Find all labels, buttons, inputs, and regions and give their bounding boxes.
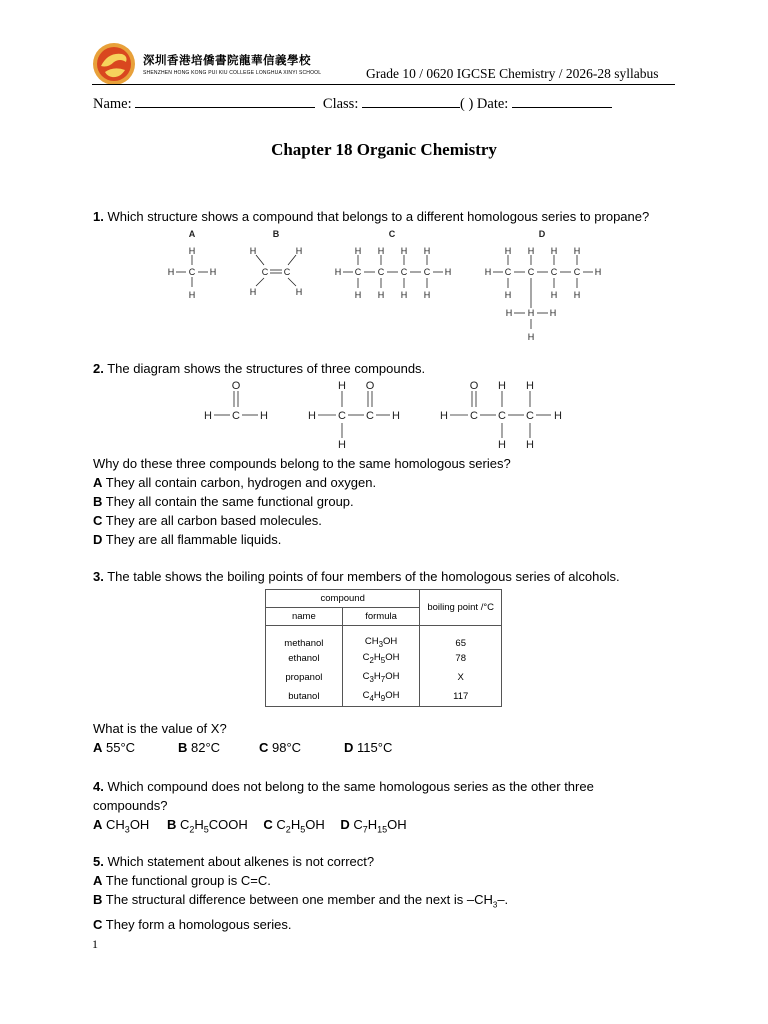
- option-letter: D: [344, 740, 354, 755]
- table-group-header: compound: [266, 590, 420, 608]
- svg-text:H: H: [167, 267, 175, 277]
- svg-text:H: H: [505, 308, 513, 318]
- svg-text:H: H: [527, 332, 535, 342]
- class-field[interactable]: [362, 95, 460, 108]
- structure-label-a: A: [188, 229, 196, 239]
- svg-text:H: H: [260, 410, 268, 422]
- svg-text:O: O: [231, 380, 241, 392]
- svg-text:H: H: [498, 380, 506, 392]
- option-c[interactable]: C They form a homologous series.: [93, 916, 292, 932]
- question-text: Which compound does not belong to the same homologous series as the other three: [107, 779, 594, 794]
- svg-text:C: C: [400, 267, 408, 277]
- option-a[interactable]: A The functional group is C=C.: [93, 873, 271, 888]
- option-b[interactable]: B The structural difference between one member and the next is $-CH_3-$.: [93, 892, 509, 910]
- svg-text:C: C: [504, 267, 512, 277]
- option-b[interactable]: [93, 492, 511, 511]
- svg-text:H: H: [527, 246, 535, 256]
- svg-text:H: H: [484, 267, 492, 277]
- svg-text:H: H: [188, 290, 196, 300]
- question-number: 1.: [93, 209, 104, 224]
- boiling-point: 78: [420, 649, 502, 668]
- svg-text:H: H: [444, 267, 452, 277]
- svg-text:C: C: [188, 267, 196, 277]
- q2-structures: [195, 376, 575, 452]
- svg-text:H: H: [594, 267, 602, 277]
- option-a[interactable]: [93, 738, 178, 757]
- question-number: 3.: [93, 569, 104, 584]
- table-row: [266, 649, 502, 668]
- svg-text:O: O: [469, 380, 479, 392]
- svg-text:C: C: [377, 267, 385, 277]
- option-letter: C: [93, 513, 103, 528]
- option-c[interactable]: [93, 511, 511, 530]
- svg-text:C: C: [573, 267, 581, 277]
- compound-name: methanol: [266, 626, 343, 649]
- question-2-body: [93, 454, 511, 549]
- svg-text:C: C: [354, 267, 362, 277]
- svg-text:H: H: [400, 290, 408, 300]
- school-name-cn: 深圳香港培僑書院龍華信義學校: [143, 53, 311, 67]
- page-number: 1: [92, 937, 98, 951]
- table-header-bp: boiling point /°C: [420, 590, 502, 626]
- svg-text:H: H: [209, 267, 217, 277]
- boiling-point-table: [265, 589, 502, 707]
- svg-text:H: H: [249, 287, 257, 297]
- svg-text:H: H: [550, 290, 558, 300]
- option-text: 115°C: [357, 740, 393, 755]
- svg-text:H: H: [308, 410, 316, 422]
- option-d[interactable]: [93, 530, 511, 549]
- option-text: They are all flammable liquids.: [105, 532, 282, 547]
- option-letter: C: [259, 740, 269, 755]
- svg-text:C: C: [526, 410, 534, 422]
- question-text-cont: compounds?: [93, 798, 168, 813]
- school-logo-icon: [92, 42, 136, 86]
- svg-text:H: H: [573, 246, 581, 256]
- svg-text:H: H: [400, 246, 408, 256]
- svg-text:H: H: [527, 308, 535, 318]
- svg-text:H: H: [295, 246, 303, 256]
- svg-text:H: H: [354, 246, 362, 256]
- boiling-point: 117: [420, 687, 502, 707]
- compound-name: propanol: [266, 668, 343, 687]
- svg-text:H: H: [204, 410, 212, 422]
- svg-text:H: H: [354, 290, 362, 300]
- school-name-en: SHENZHEN HONG KONG PUI KIU COLLEGE LONGHUA XINYI SCHOOL: [143, 70, 322, 76]
- boiling-point: 65: [420, 626, 502, 649]
- compound-name: ethanol: [266, 649, 343, 668]
- table-row: [266, 626, 502, 649]
- option-letter: D: [93, 532, 103, 547]
- school-logo: [92, 42, 136, 86]
- structure-label-d: D: [538, 229, 546, 239]
- svg-text:C: C: [498, 410, 506, 422]
- svg-text:H: H: [338, 380, 346, 392]
- svg-text:C: C: [550, 267, 558, 277]
- question-4: [93, 777, 594, 840]
- table-header-formula: formula: [342, 608, 420, 626]
- compound-formula: $CH_3OH$: [342, 626, 420, 649]
- option-text: They all contain carbon, hydrogen and oxygen.: [105, 475, 377, 490]
- svg-text:C: C: [261, 267, 269, 277]
- class-label: Class:: [322, 96, 359, 112]
- svg-text:H: H: [423, 290, 431, 300]
- option-b[interactable]: [178, 738, 259, 757]
- compound-formula: $C_3H_7OH$: [342, 668, 420, 687]
- student-info-line: [93, 95, 612, 113]
- svg-text:H: H: [249, 246, 257, 256]
- question-number: 5.: [93, 854, 104, 869]
- svg-text:H: H: [440, 410, 448, 422]
- option-b[interactable]: B $C_2H_5COOH$: [166, 817, 248, 835]
- compound-formula: $C_4H_9OH$: [342, 687, 420, 707]
- date-label: Date:: [476, 96, 509, 112]
- question-prompt: Why do these three compounds belong to the same homologous series?: [93, 456, 511, 471]
- name-field[interactable]: [135, 95, 315, 108]
- question-text: Which statement about alkenes is not correct?: [107, 854, 375, 869]
- svg-text:O: O: [365, 380, 375, 392]
- svg-text:H: H: [334, 267, 342, 277]
- svg-text:C: C: [366, 410, 374, 422]
- option-a[interactable]: [93, 473, 511, 492]
- svg-text:H: H: [392, 410, 400, 422]
- course-info: Grade 10 / 0620 IGCSE Chemistry / 2026-28 syllabus: [366, 66, 659, 81]
- question-text: The table shows the boiling points of four members of the homologous series of alcohols.: [107, 569, 620, 584]
- svg-text:C: C: [283, 267, 291, 277]
- svg-text:H: H: [377, 290, 385, 300]
- structure-label-c: C: [388, 229, 396, 239]
- option-a[interactable]: A $CH_3OH$: [93, 817, 150, 835]
- svg-text:C: C: [527, 267, 535, 277]
- option-text: They are all carbon based molecules.: [105, 513, 322, 528]
- compound-formula: $C_2H_5OH$: [342, 649, 420, 668]
- svg-text:C: C: [232, 410, 240, 422]
- header-divider: [92, 84, 675, 85]
- svg-text:C: C: [423, 267, 431, 277]
- compound-name: butanol: [266, 687, 343, 707]
- question-3: [93, 567, 620, 586]
- boiling-point: X: [420, 668, 502, 687]
- table-row: [266, 668, 502, 687]
- q1-structures: [160, 226, 610, 348]
- option-c[interactable]: [259, 738, 344, 757]
- svg-text:H: H: [295, 287, 303, 297]
- svg-text:H: H: [526, 439, 534, 451]
- question-text: Which structure shows a compound that belongs to a different homologous series to propane?: [107, 209, 650, 224]
- svg-text:H: H: [423, 246, 431, 256]
- option-letter: A: [93, 740, 103, 755]
- svg-text:H: H: [504, 290, 512, 300]
- svg-text:H: H: [498, 439, 506, 451]
- svg-text:H: H: [504, 246, 512, 256]
- svg-text:H: H: [188, 246, 196, 256]
- page-title: Chapter 18 Organic Chemistry: [271, 140, 497, 159]
- option-text: They all contain the same functional group.: [105, 494, 354, 509]
- name-label: Name:: [93, 96, 132, 112]
- svg-text:H: H: [377, 246, 385, 256]
- date-field[interactable]: [512, 95, 612, 108]
- option-c[interactable]: C $C_2H_5OH$: [263, 817, 325, 835]
- option-letter: B: [93, 494, 103, 509]
- class-number-paren: ( ): [459, 96, 474, 112]
- option-letter: B: [178, 740, 188, 755]
- table-header-name: name: [266, 608, 343, 626]
- option-letter: A: [93, 475, 103, 490]
- svg-text:H: H: [338, 439, 346, 451]
- svg-text:H: H: [550, 246, 558, 256]
- option-text: 82°C: [191, 740, 221, 755]
- svg-text:H: H: [573, 290, 581, 300]
- question-5: [93, 852, 508, 934]
- svg-text:H: H: [549, 308, 557, 318]
- table-row: [266, 687, 502, 707]
- option-text: 55°C: [106, 740, 136, 755]
- option-text: 98°C: [272, 740, 302, 755]
- svg-text:C: C: [470, 410, 478, 422]
- question-text: The diagram shows the structures of three compounds.: [107, 361, 426, 376]
- question-number: 4.: [93, 779, 104, 794]
- question-1: [93, 207, 649, 226]
- question-number: 2.: [93, 361, 104, 376]
- option-d[interactable]: [344, 740, 392, 755]
- question-prompt: What is the value of X?: [93, 721, 227, 736]
- svg-text:H: H: [554, 410, 562, 422]
- structure-label-b: B: [272, 229, 280, 239]
- svg-text:H: H: [526, 380, 534, 392]
- question-3-body: [93, 719, 392, 757]
- svg-text:C: C: [338, 410, 346, 422]
- option-d[interactable]: D $C_7H_{15}OH$: [340, 817, 407, 835]
